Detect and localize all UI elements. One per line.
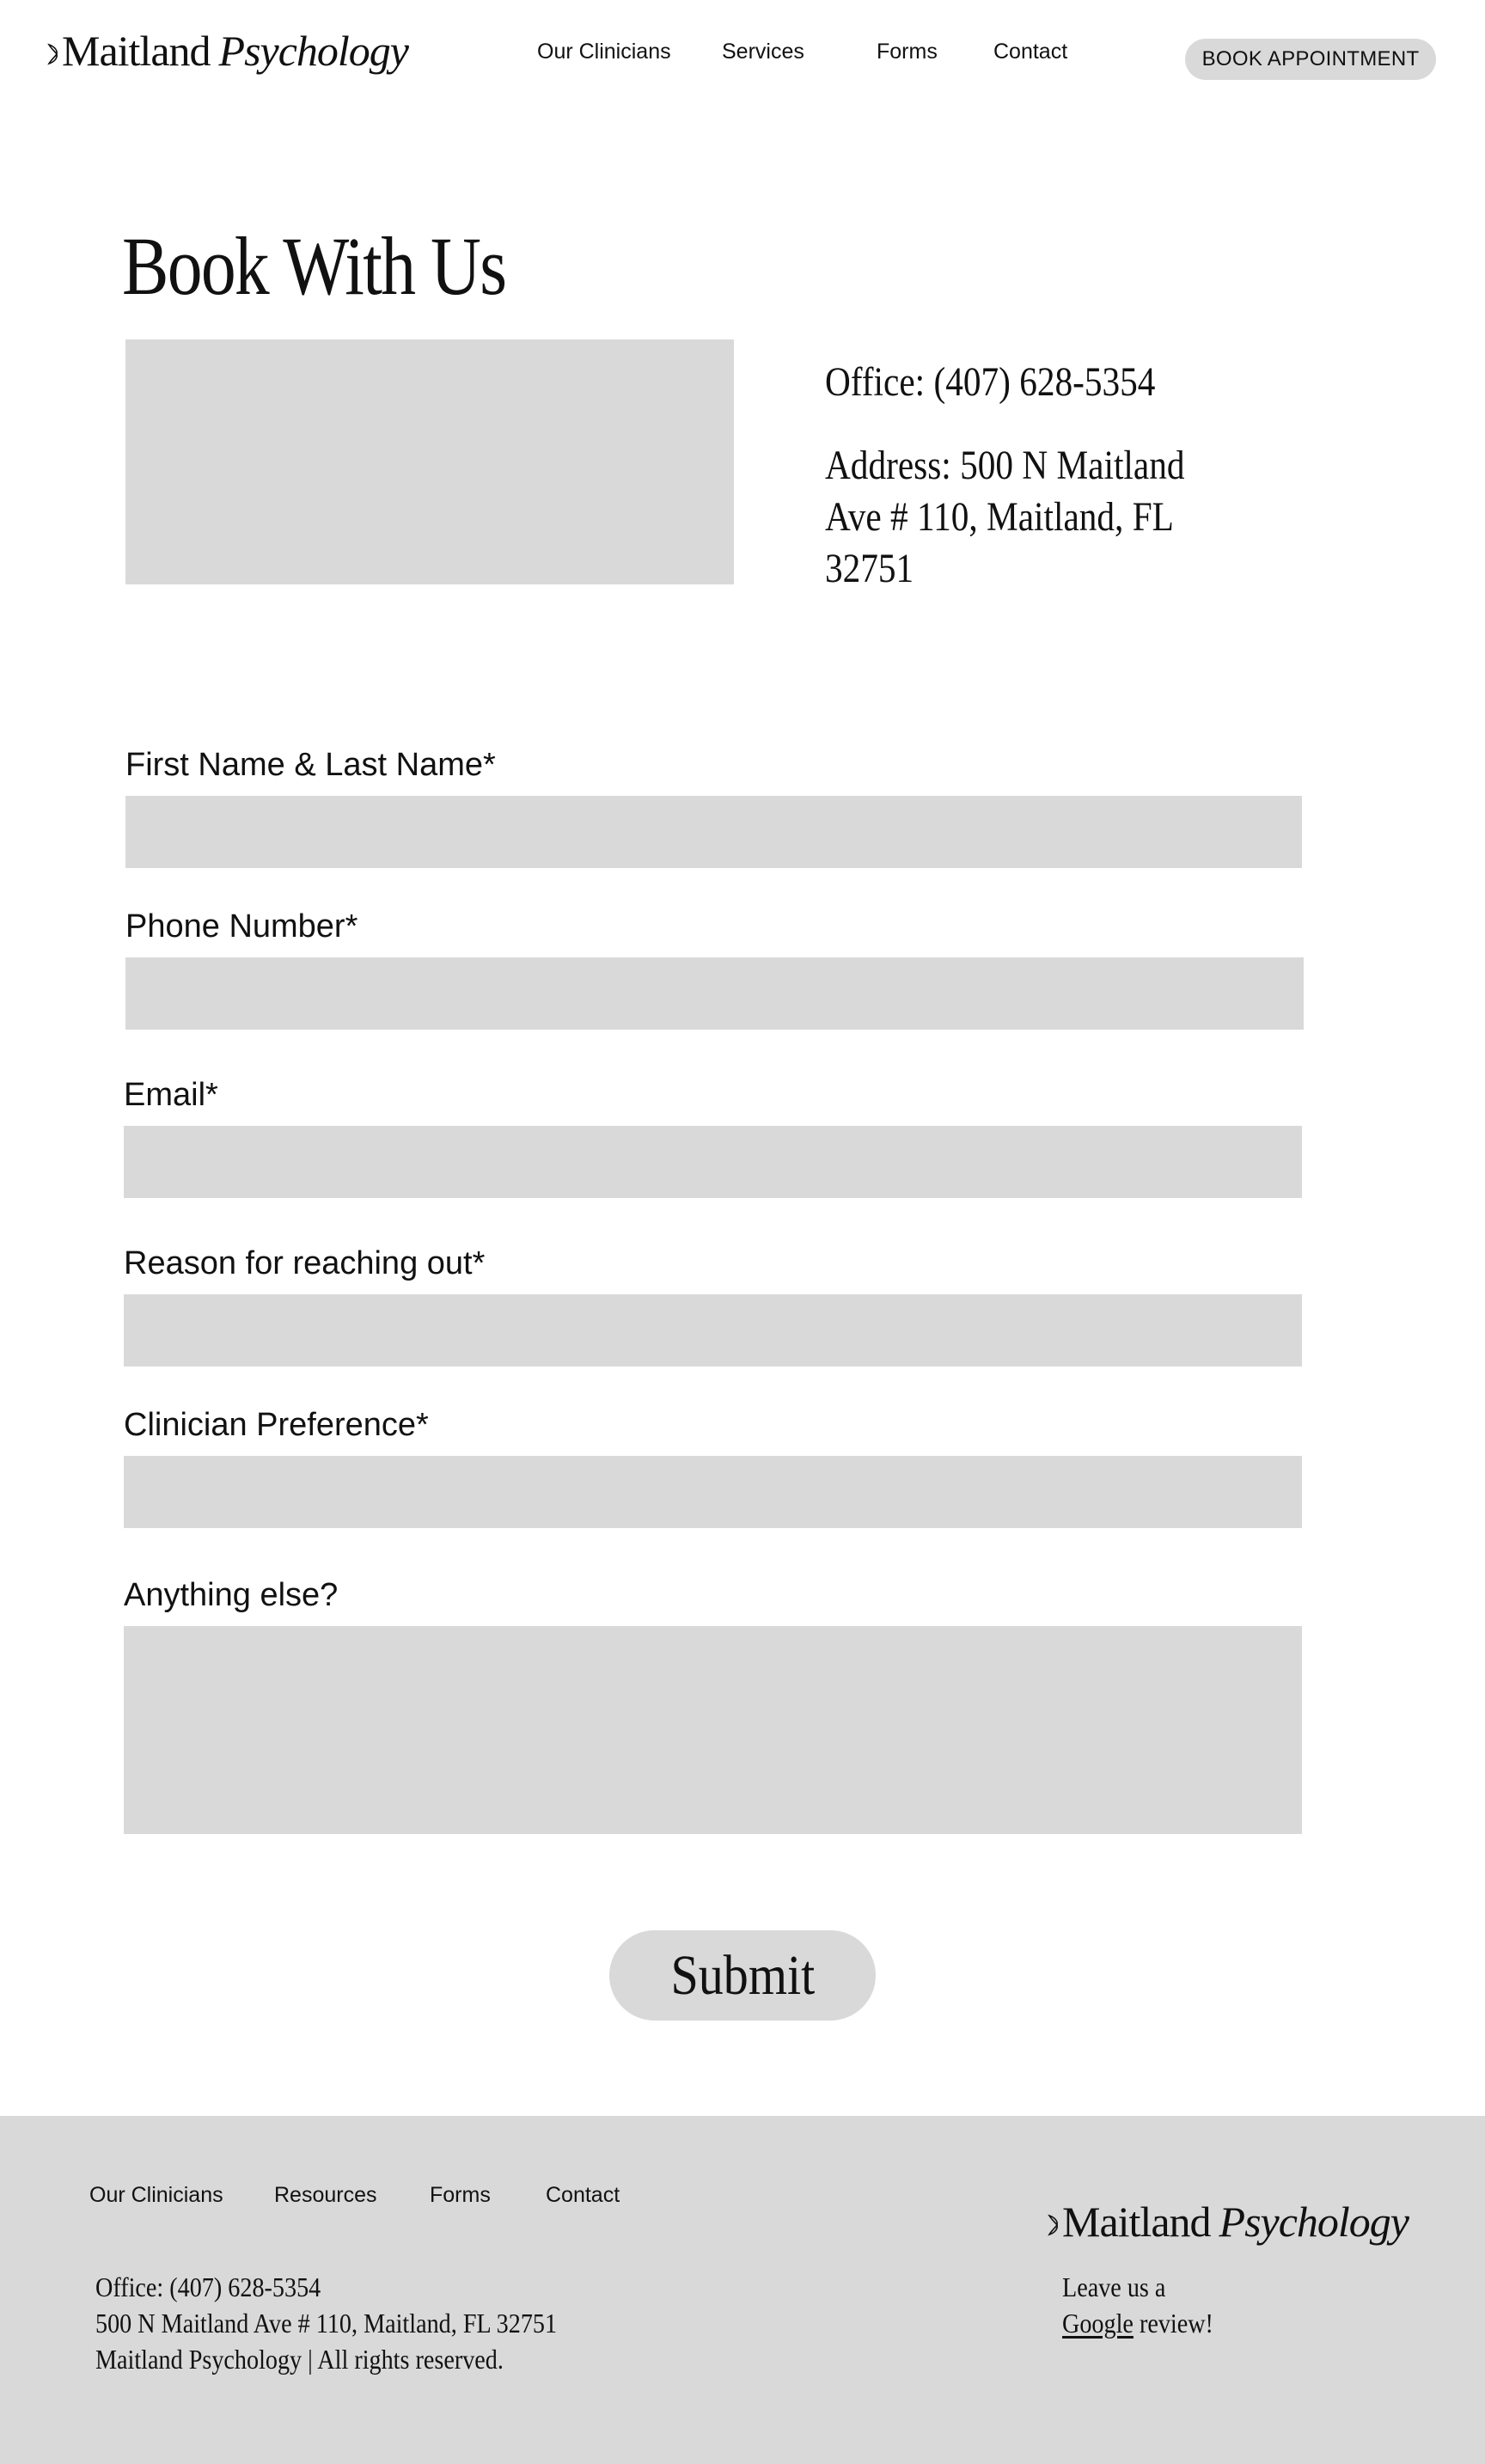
google-review-link[interactable]: Google xyxy=(1062,2308,1134,2339)
clinician-preference-input[interactable] xyxy=(124,1456,1302,1528)
phone-label: Phone Number* xyxy=(125,908,358,945)
footer-nav-forms[interactable]: Forms xyxy=(430,2183,491,2207)
review-suffix: review! xyxy=(1133,2308,1213,2339)
footer-brand-suffix: Psychology xyxy=(1219,2198,1409,2246)
anything-else-textarea[interactable] xyxy=(124,1626,1302,1834)
phone-input[interactable] xyxy=(125,957,1304,1030)
email-input[interactable] xyxy=(124,1126,1302,1198)
hero-image-placeholder xyxy=(125,339,734,584)
nav-our-clinicians[interactable]: Our Clinicians xyxy=(537,40,671,64)
office-phone: Office: (407) 628-5354 xyxy=(825,359,1156,405)
google-review-prompt xyxy=(1062,2269,1213,2341)
footer xyxy=(0,2116,1485,2464)
footer-brand-logo[interactable] xyxy=(1047,2198,1409,2246)
brand-logo[interactable] xyxy=(46,27,408,75)
review-prefix: Leave us a xyxy=(1062,2271,1166,2302)
footer-nav-resources[interactable]: Resources xyxy=(274,2183,377,2207)
page-title: Book With Us xyxy=(122,220,506,312)
submit-label: Submit xyxy=(670,1943,815,2007)
footer-contact-info xyxy=(95,2269,557,2377)
footer-brand-name: Maitland xyxy=(1062,2198,1211,2246)
reason-label: Reason for reaching out* xyxy=(124,1245,486,1281)
leaf-mark-icon xyxy=(1047,2204,1060,2233)
footer-office: Office: (407) 628-5354 xyxy=(95,2271,321,2302)
office-address: Address: 500 N Maitland Ave # 110, Maitland, FL 32751 xyxy=(825,443,1185,591)
name-input[interactable] xyxy=(125,796,1302,868)
nav-contact[interactable]: Contact xyxy=(993,40,1068,64)
clinician-preference-label: Clinician Preference* xyxy=(124,1407,429,1443)
leaf-mark-icon xyxy=(46,33,60,62)
nav-services[interactable]: Services xyxy=(722,40,804,64)
nav-forms[interactable]: Forms xyxy=(877,40,938,64)
footer-nav-our-clinicians[interactable]: Our Clinicians xyxy=(89,2183,223,2207)
book-appointment-button[interactable]: BOOK APPOINTMENT xyxy=(1185,39,1436,80)
submit-button[interactable] xyxy=(609,1930,876,2021)
anything-else-label: Anything else? xyxy=(124,1577,339,1613)
brand-suffix: Psychology xyxy=(218,27,408,75)
footer-rights: Maitland Psychology | All rights reserved. xyxy=(95,2344,504,2375)
footer-address: 500 N Maitland Ave # 110, Maitland, FL 32751 xyxy=(95,2308,558,2339)
brand-name: Maitland xyxy=(62,27,211,75)
name-label: First Name & Last Name* xyxy=(125,747,496,783)
footer-nav-contact[interactable]: Contact xyxy=(546,2183,620,2207)
email-label: Email* xyxy=(124,1077,218,1113)
reason-input[interactable] xyxy=(124,1294,1302,1367)
